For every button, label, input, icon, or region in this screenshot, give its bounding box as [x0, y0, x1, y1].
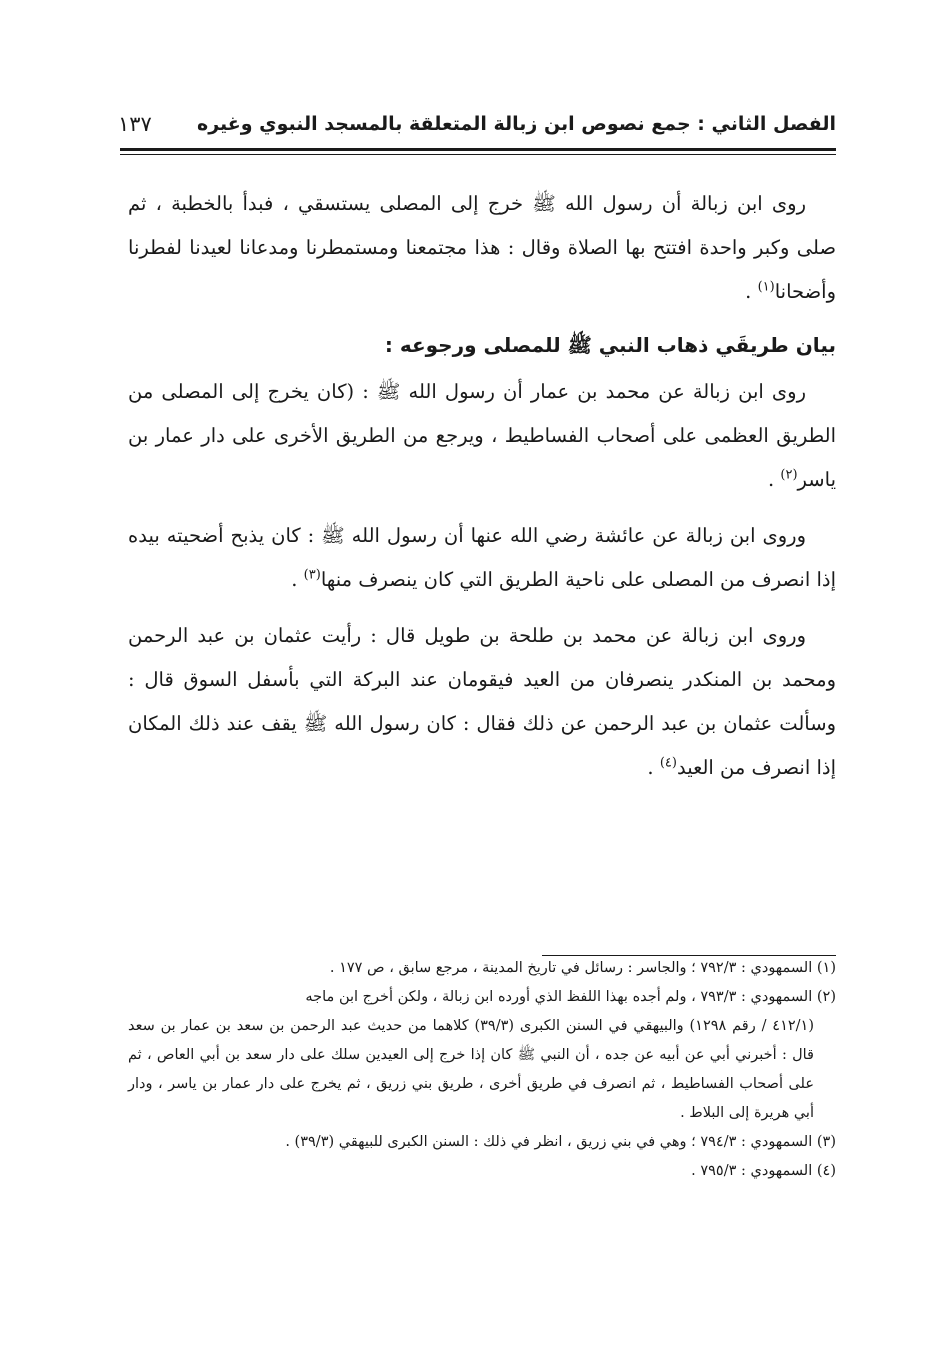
footnote-ref-2[interactable]: (٢)	[780, 467, 798, 483]
header-rule-thick	[120, 148, 836, 151]
body-text	[128, 182, 836, 790]
footnote-ref-4[interactable]: (٤)	[659, 755, 677, 771]
footnote-2: (٢) السمهودي : ٧٩٣/٣ ، ولم أجده بهذا اللفظ الذي أورده ابن زبالة ، ولكن أخرج ابن ماجه	[305, 989, 836, 1005]
section-heading: بيان طريقَي ذهاب النبي ﷺ للمصلى ورجوعه :	[384, 333, 836, 357]
paragraph-end: .	[767, 468, 781, 491]
paragraph-end: .	[291, 568, 304, 591]
chapter-title: الفصل الثاني : جمع نصوص ابن زبالة المتعلقة بالمسجد النبوي وغيره	[196, 113, 836, 135]
footnote-ref-1[interactable]: (١)	[757, 279, 775, 295]
paragraph-text: روى ابن زبالة عن محمد بن عمار أن رسول الله ﷺ : (كان يخرج إلى المصلى من الطريق العظمى على أصحاب الفساطيط ، ويرجع من الطريق الأخرى على دار عمار بن ياسر	[128, 380, 836, 491]
paragraph-text: وروى ابن زبالة عن عائشة رضي الله عنها أن رسول الله ﷺ : كان يذبح أضحيته بيده إذا انصرف من المصلى على ناحية الطريق التي كان ينصرف منها	[128, 524, 836, 591]
paragraph-birka	[128, 614, 836, 790]
paragraph-end: .	[647, 756, 660, 779]
header-rule-thin	[120, 154, 836, 155]
paragraph-text: وروى ابن زبالة عن محمد بن طلحة بن طويل قال : رأيت عثمان بن عبد الرحمن ومحمد بن المنكدر ينصرفان من العيد فيقومان عند البركة التي بأسفل السوق قال : وسألت عثمان بن عبد الرحمن عن ذلك فقال : كان رسول الله ﷺ يقف عند ذلك المكان إذا انصرف من العيد	[128, 624, 836, 779]
footnote-1: (١) السمهودي : ٧٩٢/٣ ؛ والجاسر : رسائل في تاريخ المدينة ، مرجع سابق ، ص ١٧٧ .	[329, 960, 836, 976]
footnote-2-continued: (٤١٢/١ / رقم ١٢٩٨) والبيهقي في السنن الكبرى (٣٩/٣) كلاهما من حديث عبد الرحمن بن سعد بن عمار بن سعد قال : أخبرني أبي عن أبيه عن جده ، أن النبي ﷺ كان إذا خرج إلى العيدين سلك على دار سعد بن أبي العاص ، ثم على أصحاب الفساطيط ، ثم انصرف في طريق أخرى ، طريق بني زريق ، ثم يخرج على دار عمار بن ياسر ، ودار أبي هريرة إلى البلاط .	[128, 1018, 815, 1121]
footnote-4: (٤) السمهودي : ٧٩٥/٣ .	[691, 1163, 836, 1179]
paragraph-text: روى ابن زبالة أن رسول الله ﷺ خرج إلى المصلى يستسقي ، فبدأ بالخطبة ، ثم صلى وكبر واحدة افتتح بها الصلاة وقال : هذا مجتمعنا ومستمطرنا ومدعانا لعيدنا لفطرنا وأضحانا	[128, 192, 836, 303]
page-header	[118, 104, 836, 144]
paragraph-end: .	[745, 280, 758, 303]
footnote-ref-3[interactable]: (٣)	[303, 567, 321, 583]
page-number: ١٣٧	[118, 112, 152, 136]
footnote-3: (٣) السمهودي : ٧٩٤/٣ ؛ وهي في بني زريق ، انظر في ذلك : السنن الكبرى للبيهقي (٣٩/٣) .	[285, 1134, 836, 1150]
paragraph-two-routes	[128, 370, 836, 502]
paragraph-istisqa	[128, 182, 836, 314]
paragraph-sacrifice	[128, 514, 836, 602]
footnotes	[128, 954, 836, 1186]
